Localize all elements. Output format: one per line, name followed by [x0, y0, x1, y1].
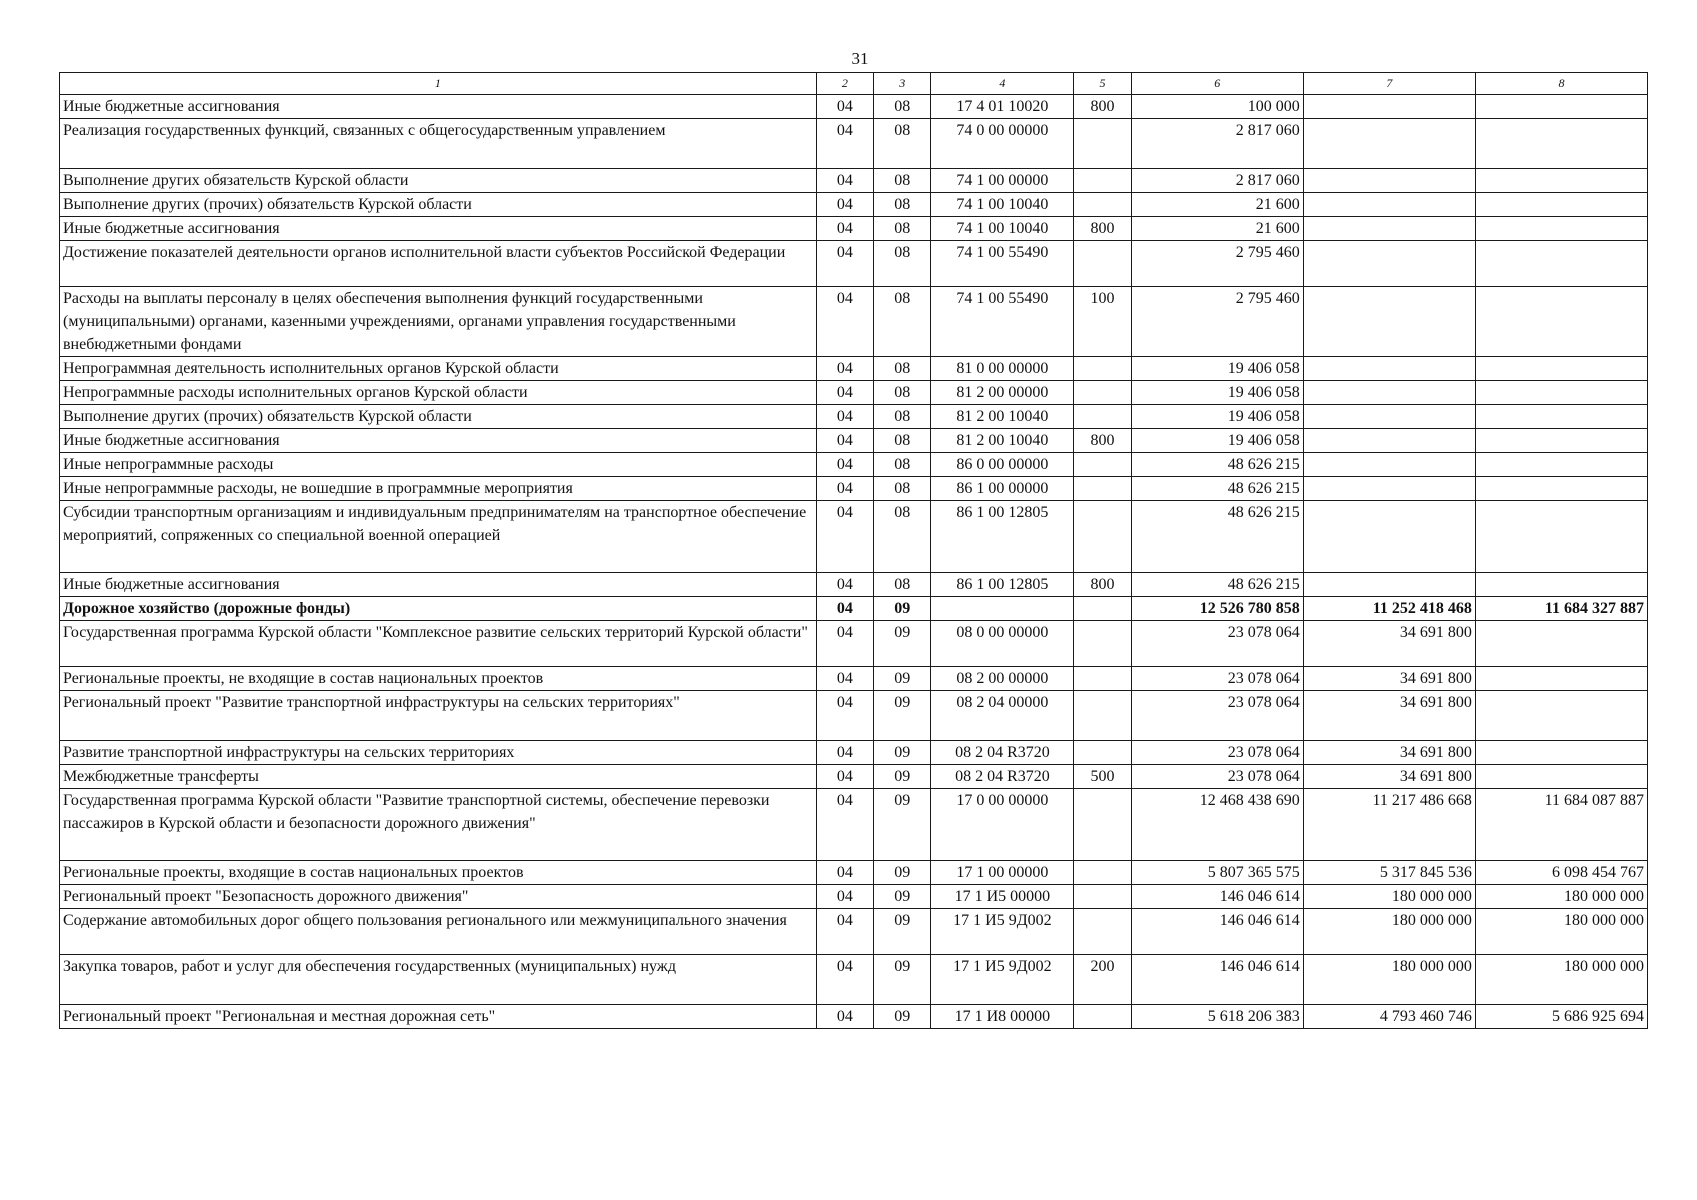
target-article-cell: 17 0 00 00000 [931, 789, 1074, 861]
table-row [60, 119, 1648, 169]
expense-type-cell [1074, 597, 1131, 621]
expense-type-cell [1074, 381, 1131, 405]
table-row [60, 287, 1648, 357]
subsection-code-cell: 08 [874, 193, 931, 217]
target-article-cell: 17 1 И8 00000 [931, 1005, 1074, 1029]
expense-type-cell [1074, 477, 1131, 501]
amount-year1-cell: 23 078 064 [1131, 765, 1303, 789]
amount-year2-cell [1303, 429, 1475, 453]
amount-year3-cell: 6 098 454 767 [1475, 861, 1647, 885]
target-article-cell: 74 1 00 10040 [931, 217, 1074, 241]
subsection-code-cell: 08 [874, 429, 931, 453]
subsection-code-cell: 09 [874, 909, 931, 955]
amount-year2-cell [1303, 95, 1475, 119]
amount-year1-cell: 19 406 058 [1131, 357, 1303, 381]
amount-year3-cell: 180 000 000 [1475, 955, 1647, 1005]
table-row [60, 169, 1648, 193]
amount-year3-cell: 11 684 327 887 [1475, 597, 1647, 621]
expense-type-cell: 200 [1074, 955, 1131, 1005]
section-code-cell: 04 [816, 741, 873, 765]
row-name-cell: Выполнение других (прочих) обязательств Курской области [60, 405, 817, 429]
table-row [60, 217, 1648, 241]
amount-year1-cell: 48 626 215 [1131, 453, 1303, 477]
amount-year3-cell [1475, 287, 1647, 357]
amount-year1-cell: 146 046 614 [1131, 955, 1303, 1005]
amount-year2-cell: 11 217 486 668 [1303, 789, 1475, 861]
subsection-code-cell: 08 [874, 573, 931, 597]
target-article-cell: 81 2 00 00000 [931, 381, 1074, 405]
target-article-cell: 08 2 04 R3720 [931, 741, 1074, 765]
amount-year2-cell [1303, 381, 1475, 405]
subsection-code-cell: 08 [874, 95, 931, 119]
subsection-code-cell: 09 [874, 861, 931, 885]
amount-year3-cell [1475, 741, 1647, 765]
amount-year1-cell: 23 078 064 [1131, 741, 1303, 765]
section-code-cell: 04 [816, 241, 873, 287]
subsection-code-cell: 08 [874, 287, 931, 357]
row-name-cell: Иные бюджетные ассигнования [60, 573, 817, 597]
header-cell-4: 4 [931, 73, 1074, 95]
amount-year1-cell: 23 078 064 [1131, 667, 1303, 691]
section-code-cell: 04 [816, 765, 873, 789]
amount-year2-cell [1303, 287, 1475, 357]
table-row [60, 453, 1648, 477]
subsection-code-cell: 08 [874, 357, 931, 381]
amount-year2-cell: 11 252 418 468 [1303, 597, 1475, 621]
amount-year2-cell [1303, 169, 1475, 193]
target-article-cell: 81 0 00 00000 [931, 357, 1074, 381]
header-cell-8: 8 [1475, 73, 1647, 95]
expense-type-cell [1074, 169, 1131, 193]
expense-type-cell [1074, 885, 1131, 909]
subsection-code-cell: 08 [874, 217, 931, 241]
subsection-code-cell: 08 [874, 405, 931, 429]
table-row [60, 241, 1648, 287]
row-name-cell: Содержание автомобильных дорог общего пользования регионального или межмуниципального значения [60, 909, 817, 955]
amount-year1-cell: 19 406 058 [1131, 429, 1303, 453]
amount-year2-cell [1303, 573, 1475, 597]
amount-year3-cell [1475, 357, 1647, 381]
row-name-cell: Расходы на выплаты персоналу в целях обеспечения выполнения функций государственными (муниципальными) органами, казенными учреждениями, органами управления государственными внебюджетными фондами [60, 287, 817, 357]
amount-year2-cell: 34 691 800 [1303, 621, 1475, 667]
amount-year3-cell [1475, 429, 1647, 453]
table-row [60, 765, 1648, 789]
row-name-cell: Иные бюджетные ассигнования [60, 429, 817, 453]
amount-year3-cell [1475, 95, 1647, 119]
amount-year1-cell: 2 795 460 [1131, 287, 1303, 357]
row-name-cell: Межбюджетные трансферты [60, 765, 817, 789]
section-code-cell: 04 [816, 573, 873, 597]
amount-year2-cell: 34 691 800 [1303, 741, 1475, 765]
target-article-cell: 74 1 00 55490 [931, 287, 1074, 357]
expense-type-cell [1074, 789, 1131, 861]
subsection-code-cell: 08 [874, 477, 931, 501]
section-code-cell: 04 [816, 955, 873, 1005]
amount-year2-cell [1303, 405, 1475, 429]
section-code-cell: 04 [816, 193, 873, 217]
expense-type-cell [1074, 621, 1131, 667]
row-name-cell: Региональный проект "Региональная и местная дорожная сеть" [60, 1005, 817, 1029]
expense-type-cell [1074, 241, 1131, 287]
header-cell-3: 3 [874, 73, 931, 95]
amount-year3-cell [1475, 169, 1647, 193]
amount-year1-cell: 146 046 614 [1131, 909, 1303, 955]
amount-year1-cell: 48 626 215 [1131, 573, 1303, 597]
expense-type-cell [1074, 405, 1131, 429]
table-row [60, 621, 1648, 667]
amount-year3-cell [1475, 405, 1647, 429]
expense-type-cell [1074, 501, 1131, 573]
section-code-cell: 04 [816, 405, 873, 429]
target-article-cell: 17 1 И5 9Д002 [931, 909, 1074, 955]
amount-year2-cell [1303, 193, 1475, 217]
target-article-cell: 08 0 00 00000 [931, 621, 1074, 667]
section-code-cell: 04 [816, 621, 873, 667]
row-name-cell: Развитие транспортной инфраструктуры на сельских территориях [60, 741, 817, 765]
amount-year2-cell: 34 691 800 [1303, 691, 1475, 741]
section-code-cell: 04 [816, 909, 873, 955]
section-code-cell: 04 [816, 119, 873, 169]
subsection-code-cell: 09 [874, 667, 931, 691]
section-code-cell: 04 [816, 429, 873, 453]
amount-year1-cell: 2 817 060 [1131, 119, 1303, 169]
expense-type-cell [1074, 357, 1131, 381]
amount-year3-cell: 11 684 087 887 [1475, 789, 1647, 861]
section-code-cell: 04 [816, 667, 873, 691]
row-name-cell: Иные непрограммные расходы, не вошедшие в программные мероприятия [60, 477, 817, 501]
target-article-cell: 74 1 00 00000 [931, 169, 1074, 193]
expense-type-cell [1074, 691, 1131, 741]
amount-year3-cell [1475, 667, 1647, 691]
table-row [60, 477, 1648, 501]
header-cell-6: 6 [1131, 73, 1303, 95]
expense-type-cell: 800 [1074, 217, 1131, 241]
table-row [60, 95, 1648, 119]
expense-type-cell [1074, 119, 1131, 169]
amount-year1-cell: 146 046 614 [1131, 885, 1303, 909]
target-article-cell: 86 1 00 00000 [931, 477, 1074, 501]
page-number: 31 [851, 49, 869, 68]
table-row [60, 667, 1648, 691]
table-row [60, 955, 1648, 1005]
amount-year3-cell [1475, 453, 1647, 477]
header-cell-2: 2 [816, 73, 873, 95]
amount-year3-cell [1475, 217, 1647, 241]
amount-year1-cell: 100 000 [1131, 95, 1303, 119]
section-code-cell: 04 [816, 287, 873, 357]
amount-year3-cell [1475, 621, 1647, 667]
amount-year2-cell: 180 000 000 [1303, 885, 1475, 909]
row-name-cell: Иные бюджетные ассигнования [60, 217, 817, 241]
table-row [60, 909, 1648, 955]
expense-type-cell: 800 [1074, 95, 1131, 119]
target-article-cell: 81 2 00 10040 [931, 405, 1074, 429]
section-code-cell: 04 [816, 789, 873, 861]
amount-year1-cell: 21 600 [1131, 193, 1303, 217]
table-row [60, 789, 1648, 861]
amount-year1-cell: 12 468 438 690 [1131, 789, 1303, 861]
target-article-cell: 08 2 04 00000 [931, 691, 1074, 741]
amount-year2-cell [1303, 241, 1475, 287]
amount-year3-cell [1475, 573, 1647, 597]
amount-year2-cell: 180 000 000 [1303, 955, 1475, 1005]
amount-year1-cell: 48 626 215 [1131, 501, 1303, 573]
header-cell-5: 5 [1074, 73, 1131, 95]
amount-year2-cell: 5 317 845 536 [1303, 861, 1475, 885]
amount-year1-cell: 5 807 365 575 [1131, 861, 1303, 885]
amount-year3-cell [1475, 119, 1647, 169]
table-row [60, 597, 1648, 621]
section-code-cell: 04 [816, 357, 873, 381]
section-code-cell: 04 [816, 217, 873, 241]
target-article-cell: 74 0 00 00000 [931, 119, 1074, 169]
amount-year1-cell: 23 078 064 [1131, 691, 1303, 741]
amount-year2-cell: 180 000 000 [1303, 909, 1475, 955]
target-article-cell: 17 1 И5 9Д002 [931, 955, 1074, 1005]
row-name-cell: Непрограммные расходы исполнительных органов Курской области [60, 381, 817, 405]
table-row [60, 861, 1648, 885]
target-article-cell: 86 1 00 12805 [931, 501, 1074, 573]
amount-year3-cell: 5 686 925 694 [1475, 1005, 1647, 1029]
table-row [60, 501, 1648, 573]
subsection-code-cell: 09 [874, 885, 931, 909]
amount-year1-cell: 2 795 460 [1131, 241, 1303, 287]
subsection-code-cell: 09 [874, 955, 931, 1005]
table-row [60, 405, 1648, 429]
amount-year1-cell: 19 406 058 [1131, 381, 1303, 405]
amount-year2-cell [1303, 119, 1475, 169]
header-cell-7: 7 [1303, 73, 1475, 95]
row-name-cell: Выполнение других обязательств Курской области [60, 169, 817, 193]
target-article-cell: 08 2 04 R3720 [931, 765, 1074, 789]
amount-year3-cell [1475, 501, 1647, 573]
section-code-cell: 04 [816, 597, 873, 621]
row-name-cell: Иные бюджетные ассигнования [60, 95, 817, 119]
amount-year3-cell [1475, 477, 1647, 501]
amount-year2-cell [1303, 477, 1475, 501]
expense-type-cell [1074, 1005, 1131, 1029]
row-name-cell: Непрограммная деятельность исполнительных органов Курской области [60, 357, 817, 381]
expense-type-cell [1074, 667, 1131, 691]
subsection-code-cell: 08 [874, 453, 931, 477]
amount-year3-cell [1475, 765, 1647, 789]
amount-year2-cell [1303, 217, 1475, 241]
subsection-code-cell: 09 [874, 597, 931, 621]
section-code-cell: 04 [816, 381, 873, 405]
table-row [60, 885, 1648, 909]
amount-year3-cell [1475, 193, 1647, 217]
row-name-cell: Субсидии транспортным организациям и индивидуальным предпринимателям на транспортное обеспечение мероприятий, сопряженных со специальной военной операцией [60, 501, 817, 573]
amount-year2-cell [1303, 453, 1475, 477]
amount-year3-cell [1475, 381, 1647, 405]
table-row [60, 357, 1648, 381]
expense-type-cell [1074, 193, 1131, 217]
row-name-cell: Достижение показателей деятельности органов исполнительной власти субъектов Российской Федерации [60, 241, 817, 287]
amount-year1-cell: 5 618 206 383 [1131, 1005, 1303, 1029]
section-code-cell: 04 [816, 501, 873, 573]
amount-year1-cell: 12 526 780 858 [1131, 597, 1303, 621]
target-article-cell: 74 1 00 55490 [931, 241, 1074, 287]
section-code-cell: 04 [816, 861, 873, 885]
target-article-cell: 17 1 00 00000 [931, 861, 1074, 885]
subsection-code-cell: 09 [874, 741, 931, 765]
target-article-cell: 17 1 И5 00000 [931, 885, 1074, 909]
section-code-cell: 04 [816, 95, 873, 119]
header-row [60, 73, 1648, 95]
amount-year3-cell [1475, 241, 1647, 287]
amount-year2-cell [1303, 357, 1475, 381]
row-name-cell: Реализация государственных функций, связанных с общегосударственным управлением [60, 119, 817, 169]
amount-year1-cell: 23 078 064 [1131, 621, 1303, 667]
header-cell-1: 1 [60, 73, 817, 95]
amount-year2-cell [1303, 501, 1475, 573]
target-article-cell: 86 1 00 12805 [931, 573, 1074, 597]
expense-type-cell [1074, 453, 1131, 477]
table-row [60, 691, 1648, 741]
table-row [60, 1005, 1648, 1029]
section-code-cell: 04 [816, 453, 873, 477]
table-row [60, 193, 1648, 217]
amount-year2-cell: 4 793 460 746 [1303, 1005, 1475, 1029]
table-row [60, 429, 1648, 453]
target-article-cell: 81 2 00 10040 [931, 429, 1074, 453]
expense-type-cell: 100 [1074, 287, 1131, 357]
row-name-cell: Региональные проекты, не входящие в состав национальных проектов [60, 667, 817, 691]
amount-year2-cell: 34 691 800 [1303, 765, 1475, 789]
target-article-cell: 17 4 01 10020 [931, 95, 1074, 119]
amount-year2-cell: 34 691 800 [1303, 667, 1475, 691]
row-name-cell: Иные непрограммные расходы [60, 453, 817, 477]
section-code-cell: 04 [816, 691, 873, 741]
target-article-cell: 08 2 00 00000 [931, 667, 1074, 691]
subsection-code-cell: 08 [874, 381, 931, 405]
amount-year1-cell: 2 817 060 [1131, 169, 1303, 193]
section-code-cell: 04 [816, 1005, 873, 1029]
subsection-code-cell: 09 [874, 1005, 931, 1029]
table-row [60, 381, 1648, 405]
subsection-code-cell: 09 [874, 789, 931, 861]
row-name-cell: Государственная программа Курской области "Развитие транспортной системы, обеспечение перевозки пассажиров в Курской области и безопасности дорожного движения" [60, 789, 817, 861]
row-name-cell: Региональные проекты, входящие в состав национальных проектов [60, 861, 817, 885]
section-code-cell: 04 [816, 885, 873, 909]
section-code-cell: 04 [816, 169, 873, 193]
amount-year3-cell [1475, 691, 1647, 741]
amount-year1-cell: 48 626 215 [1131, 477, 1303, 501]
expense-type-cell [1074, 909, 1131, 955]
expense-type-cell: 800 [1074, 573, 1131, 597]
subsection-code-cell: 09 [874, 765, 931, 789]
subsection-code-cell: 08 [874, 119, 931, 169]
subsection-code-cell: 09 [874, 621, 931, 667]
amount-year1-cell: 19 406 058 [1131, 405, 1303, 429]
row-name-cell: Государственная программа Курской области "Комплексное развитие сельских территорий Курской области" [60, 621, 817, 667]
subsection-code-cell: 08 [874, 241, 931, 287]
table-row [60, 573, 1648, 597]
amount-year3-cell: 180 000 000 [1475, 885, 1647, 909]
target-article-cell: 74 1 00 10040 [931, 193, 1074, 217]
amount-year3-cell: 180 000 000 [1475, 909, 1647, 955]
expense-type-cell: 800 [1074, 429, 1131, 453]
expense-type-cell [1074, 861, 1131, 885]
row-name-cell: Выполнение других (прочих) обязательств Курской области [60, 193, 817, 217]
row-name-cell: Региональный проект "Безопасность дорожного движения" [60, 885, 817, 909]
row-name-cell: Региональный проект "Развитие транспортной инфраструктуры на сельских территориях" [60, 691, 817, 741]
subsection-code-cell: 08 [874, 169, 931, 193]
target-article-cell: 86 0 00 00000 [931, 453, 1074, 477]
budget-table [59, 72, 1648, 1029]
amount-year1-cell: 21 600 [1131, 217, 1303, 241]
subsection-code-cell: 09 [874, 691, 931, 741]
section-code-cell: 04 [816, 477, 873, 501]
row-name-cell: Закупка товаров, работ и услуг для обеспечения государственных (муниципальных) нужд [60, 955, 817, 1005]
row-name-cell: Дорожное хозяйство (дорожные фонды) [60, 597, 817, 621]
subsection-code-cell: 08 [874, 501, 931, 573]
target-article-cell [931, 597, 1074, 621]
table-row [60, 741, 1648, 765]
expense-type-cell: 500 [1074, 765, 1131, 789]
expense-type-cell [1074, 741, 1131, 765]
